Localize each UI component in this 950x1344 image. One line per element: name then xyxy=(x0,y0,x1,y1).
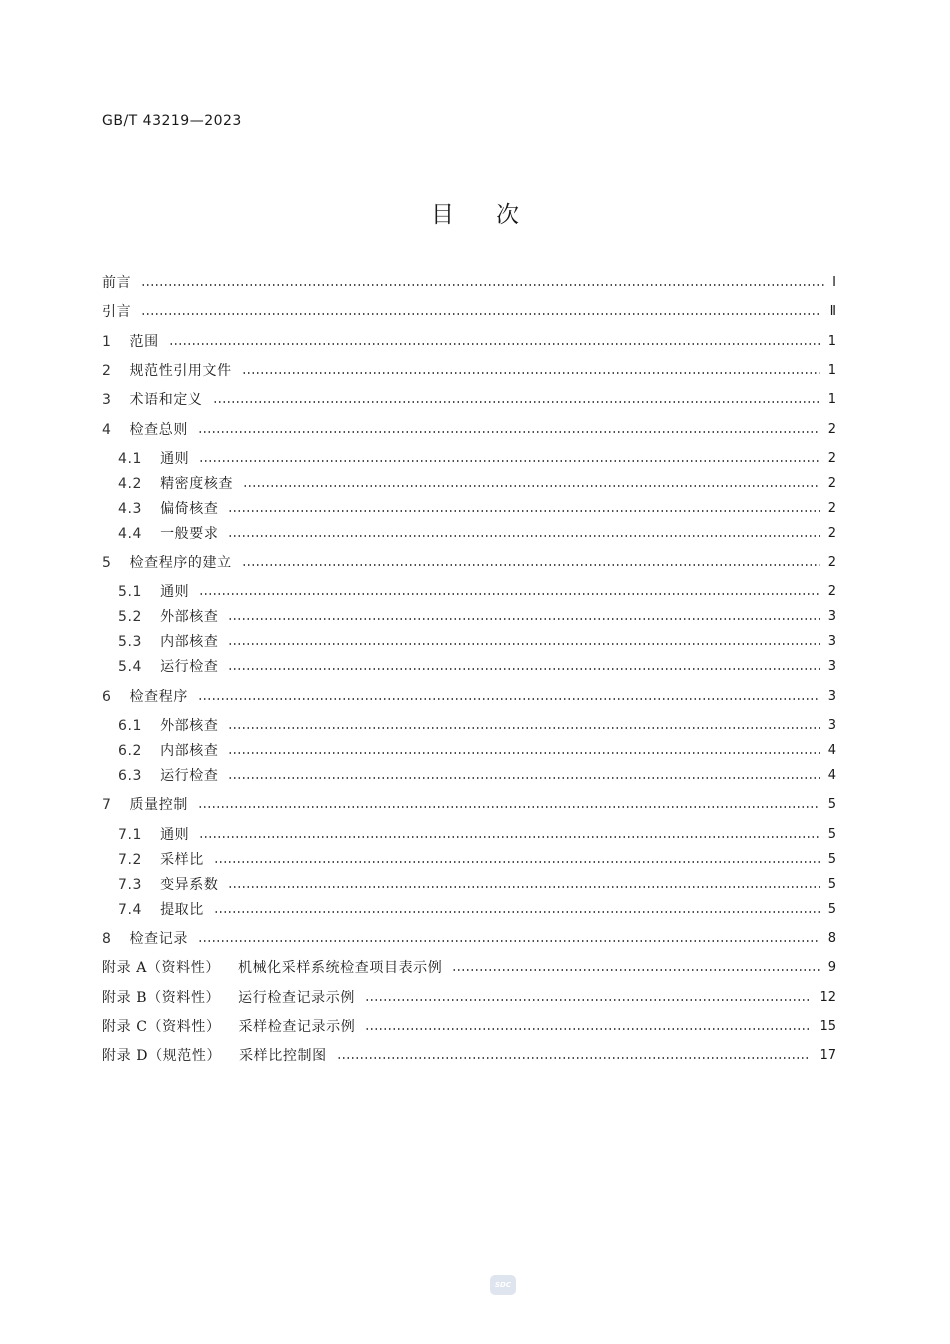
toc-leader-dots xyxy=(228,777,820,779)
toc-leader-dots xyxy=(199,593,820,595)
toc-entry-title: 精密度核查 xyxy=(160,476,234,492)
toc-entry-number: 5 xyxy=(102,555,112,571)
toc-entry-title: 采样比控制图 xyxy=(239,1048,327,1064)
toc-leader-dots xyxy=(228,752,820,754)
toc-entry-title: 运行检查 xyxy=(160,768,219,784)
toc-entry-title: 引言 xyxy=(102,304,132,320)
toc-entry[interactable] xyxy=(0,928,836,950)
toc-entry[interactable] xyxy=(0,448,836,470)
toc-leader-dots xyxy=(243,485,820,487)
toc-entry-title: 检查程序的建立 xyxy=(129,555,232,571)
toc-entry-number: 5.4 xyxy=(118,659,143,675)
toc-entry-page: 2 xyxy=(827,555,836,570)
toc-entry-number: 7.4 xyxy=(118,902,143,918)
toc-leader-dots xyxy=(452,969,820,971)
toc-entry-page: 3 xyxy=(827,689,836,704)
toc-entry-number: 4.4 xyxy=(118,526,143,542)
toc-entry-page: 3 xyxy=(827,659,836,674)
toc-entry-title: 采样检查记录示例 xyxy=(238,1019,356,1035)
toc-entry[interactable] xyxy=(0,498,836,520)
toc-entry-title: 外部核查 xyxy=(160,718,219,734)
toc-entry-page: 2 xyxy=(827,476,836,491)
toc-leader-dots xyxy=(141,284,824,286)
toc-entry-title: 运行检查 xyxy=(160,659,219,675)
toc-leader-dots xyxy=(213,401,820,403)
toc-entry-number: 4.3 xyxy=(118,501,143,517)
toc-entry-title: 一般要求 xyxy=(160,526,219,542)
toc-entry-page: 2 xyxy=(827,422,836,437)
toc-entry-title: 通则 xyxy=(160,827,190,843)
toc-leader-dots xyxy=(228,727,820,729)
toc-entry[interactable] xyxy=(0,765,836,787)
toc-entry-page: 15 xyxy=(819,1019,836,1034)
toc-leader-dots xyxy=(337,1057,811,1059)
toc-entry-number: 5.2 xyxy=(118,609,143,625)
toc-entry-number: 1 xyxy=(102,334,112,350)
toc-entry-number: 6 xyxy=(102,689,112,705)
toc-entry[interactable] xyxy=(0,581,836,603)
toc-entry-page: 5 xyxy=(827,877,836,892)
toc-leader-dots xyxy=(214,911,820,913)
toc-entry-page: 3 xyxy=(827,718,836,733)
toc-leader-dots xyxy=(228,886,820,888)
toc-entry-page: 1 xyxy=(827,392,836,407)
toc-leader-dots xyxy=(242,372,820,374)
standard-number: GB/T 43219—2023 xyxy=(102,113,242,129)
toc-entry[interactable] xyxy=(0,987,836,1009)
toc-entry-page: 3 xyxy=(827,634,836,649)
toc-entry-page: 8 xyxy=(827,931,836,946)
toc-entry-title: 前言 xyxy=(102,275,132,291)
toc-leader-dots xyxy=(198,431,820,433)
toc-leader-dots xyxy=(214,861,820,863)
toc-entry-number: 5.1 xyxy=(118,584,143,600)
toc-entry[interactable] xyxy=(0,899,836,921)
toc-entry-title: 偏倚核查 xyxy=(160,501,219,517)
toc-entry-page: 5 xyxy=(827,797,836,812)
toc-entry-title: 提取比 xyxy=(160,902,204,918)
toc-leader-dots xyxy=(228,618,820,620)
toc-leader-dots xyxy=(365,999,811,1001)
toc-leader-dots xyxy=(198,698,820,700)
toc-entry-number: 8 xyxy=(102,931,112,947)
toc-entry-title: 内部核查 xyxy=(160,743,219,759)
toc-entry-number: 6.1 xyxy=(118,718,143,734)
toc-entry-page: 9 xyxy=(827,960,836,975)
toc-leader-dots xyxy=(198,806,820,808)
toc-entry-title: 术语和定义 xyxy=(129,392,203,408)
toc-entry[interactable] xyxy=(0,331,836,353)
toc-entry-title: 通则 xyxy=(160,451,190,467)
toc-entry-title: 运行检查记录示例 xyxy=(238,990,355,1006)
toc-entry-title: 检查程序 xyxy=(129,689,188,705)
toc-entry-title: 检查总则 xyxy=(129,422,188,438)
toc-entry-title: 变异系数 xyxy=(160,877,219,893)
toc-leader-dots xyxy=(169,343,820,345)
toc-entry[interactable] xyxy=(0,957,836,979)
toc-entry-title: 外部核查 xyxy=(160,609,219,625)
toc-entry-number: 7.3 xyxy=(118,877,143,893)
toc-entry[interactable] xyxy=(0,631,836,653)
toc-entry[interactable] xyxy=(0,523,836,545)
toc-entry-page: 17 xyxy=(819,1048,836,1063)
toc-leader-dots xyxy=(199,460,820,462)
toc-entry-page: 5 xyxy=(827,902,836,917)
toc-entry-page: 2 xyxy=(827,584,836,599)
toc-leader-dots xyxy=(228,510,820,512)
toc-entry[interactable] xyxy=(0,874,836,896)
toc-entry-number: 附录 B（资料性） xyxy=(102,990,221,1006)
toc-entry-title: 采样比 xyxy=(160,852,204,868)
toc-leader-dots xyxy=(199,836,820,838)
toc-entry[interactable] xyxy=(0,419,836,441)
toc-entry-page: 1 xyxy=(827,334,836,349)
toc-leader-dots xyxy=(198,940,820,942)
toc-entry-page: 2 xyxy=(827,451,836,466)
toc-entry-page: 2 xyxy=(827,526,836,541)
toc-entry-title: 通则 xyxy=(160,584,190,600)
toc-entry-number: 7.2 xyxy=(118,852,143,868)
toc-entry-title: 机械化采样系统检查项目表示例 xyxy=(237,960,443,976)
sdc-watermark-logo: SDC xyxy=(490,1275,516,1295)
toc-entry[interactable] xyxy=(0,272,836,294)
toc-entry-number: 7.1 xyxy=(118,827,143,843)
toc-entry-number: 4.2 xyxy=(118,476,143,492)
toc-entry[interactable] xyxy=(0,794,836,816)
toc-entry[interactable] xyxy=(0,1016,836,1038)
toc-entry[interactable] xyxy=(0,360,836,382)
toc-entry[interactable] xyxy=(0,686,836,708)
toc-entry-page: 3 xyxy=(827,609,836,624)
toc-entry[interactable] xyxy=(0,301,836,323)
toc-entry-number: 2 xyxy=(102,363,112,379)
toc-entry-title: 内部核查 xyxy=(160,634,219,650)
toc-leader-dots xyxy=(141,313,822,315)
toc-entry[interactable] xyxy=(0,552,836,574)
toc-entry-number: 附录 C（资料性） xyxy=(102,1019,221,1035)
toc-entry-title: 范围 xyxy=(129,334,159,350)
toc-entry-page: 5 xyxy=(827,827,836,842)
toc-entry-number: 6.3 xyxy=(118,768,143,784)
toc-entry-page: Ⅱ xyxy=(829,304,836,319)
toc-entry-number: 附录 D（规范性） xyxy=(102,1048,222,1064)
toc-leader-dots xyxy=(365,1028,811,1030)
toc-entry[interactable] xyxy=(0,849,836,871)
toc-entry-page: 1 xyxy=(827,363,836,378)
toc-entry-page: 4 xyxy=(827,743,836,758)
page-title-char-1: 目 xyxy=(431,202,454,228)
toc-entry[interactable] xyxy=(0,740,836,762)
toc-leader-dots xyxy=(228,668,820,670)
toc-entry[interactable] xyxy=(0,715,836,737)
page-title-char-2: 次 xyxy=(496,202,519,228)
toc-leader-dots xyxy=(228,643,820,645)
toc-leader-dots xyxy=(228,535,820,537)
toc-entry[interactable] xyxy=(0,473,836,495)
toc-entry-number: 4.1 xyxy=(118,451,143,467)
toc-entry-number: 4 xyxy=(102,422,112,438)
toc-leader-dots xyxy=(242,564,820,566)
toc-entry[interactable] xyxy=(0,389,836,411)
toc-entry-page: 2 xyxy=(827,501,836,516)
toc-entry[interactable] xyxy=(0,824,836,846)
toc-entry-page: 5 xyxy=(827,852,836,867)
toc-entry[interactable] xyxy=(0,656,836,678)
toc-entry-number: 7 xyxy=(102,797,112,813)
toc-entry-title: 质量控制 xyxy=(129,797,188,813)
toc-entry[interactable] xyxy=(0,1045,836,1067)
toc-entry[interactable] xyxy=(0,606,836,628)
toc-entry-number: 5.3 xyxy=(118,634,143,650)
toc-entry-number: 3 xyxy=(102,392,112,408)
toc-entry-page: 12 xyxy=(819,990,836,1005)
toc-entry-page: Ⅰ xyxy=(832,275,836,290)
toc-entry-number: 附录 A（资料性） xyxy=(102,960,220,976)
toc-entry-title: 检查记录 xyxy=(129,931,188,947)
toc-entry-page: 4 xyxy=(827,768,836,783)
toc-entry-number: 6.2 xyxy=(118,743,143,759)
toc-entry-title: 规范性引用文件 xyxy=(129,363,232,379)
page-title xyxy=(0,196,950,229)
